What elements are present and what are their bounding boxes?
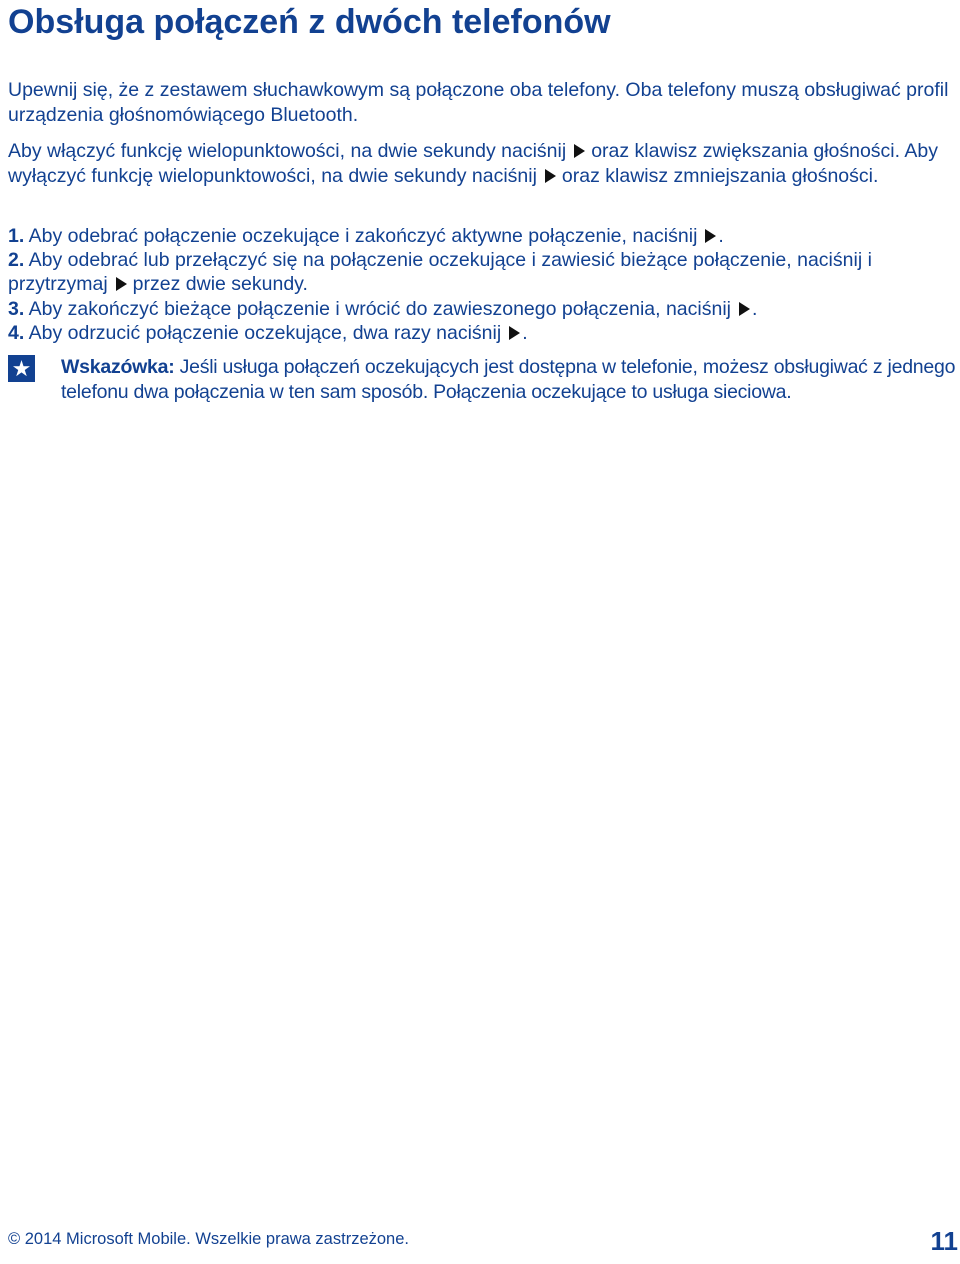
multipoint-disable-text: Aby wyłączyć funkcję wielopunktowości, na dwie sekundy naciśnij	[8, 140, 939, 187]
steps-list	[8, 224, 953, 345]
star-icon: ★	[8, 355, 35, 382]
multipoint-enable-text: Aby włączyć funkcję wielopunktowości, na dwie sekundy naciśnij	[8, 140, 567, 162]
copyright-footer: © 2014 Microsoft Mobile. Wszelkie prawa zastrzeżone.	[8, 1230, 409, 1248]
step-number: 1.	[8, 225, 25, 247]
tip-text: Jeśli usługa połączeń oczekujących jest dostępna w telefonie, możesz obsługiwać z jednego telefonu dwa połączenia w ten sam sposób. Połączenia oczekujące to usługa sieciowa.	[61, 356, 956, 403]
step-text-end: .	[522, 321, 528, 344]
call-key-icon	[705, 229, 716, 243]
call-key-icon	[509, 326, 520, 340]
step-text-end: przez dwie sekundy.	[132, 273, 308, 296]
page-number: 11	[930, 1226, 958, 1256]
step-item	[8, 248, 953, 296]
multipoint-enable-end: oraz klawisz zwiększania głośności.	[591, 140, 901, 162]
step-item	[8, 297, 953, 321]
step-text-end: .	[752, 297, 758, 320]
step-number: 4.	[8, 321, 25, 344]
call-key-icon	[739, 302, 750, 316]
step-item	[8, 321, 953, 345]
step-item	[8, 224, 953, 248]
page-title: Obsługa połączeń z dwóch telefonów	[8, 3, 611, 41]
tip-paragraph	[61, 355, 956, 404]
step-text-end: .	[718, 225, 724, 247]
multipoint-disable-end: oraz klawisz zmniejszania głośności.	[561, 164, 879, 187]
tip-label: Wskazówka:	[61, 356, 175, 378]
intro-paragraph: Upewnij się, że z zestawem słuchawkowym są połączone oba telefony. Oba telefony muszą obsługiwać profil urządzenia głośnomówiącego Bluetooth.	[8, 79, 949, 126]
step-text: Aby odebrać lub przełączyć się na połączenie oczekujące i zawiesić bieżące połączenie, naciśnij i przytrzymaj	[8, 249, 872, 296]
call-key-icon	[574, 144, 585, 158]
step-text: Aby odebrać połączenie oczekujące i zakończyć aktywne połączenie, naciśnij	[28, 225, 698, 247]
step-text: Aby odrzucić połączenie oczekujące, dwa razy naciśnij	[28, 321, 502, 344]
step-number: 3.	[8, 297, 25, 320]
step-number: 2.	[8, 249, 25, 272]
call-key-icon	[116, 277, 127, 291]
multipoint-paragraph	[8, 139, 953, 188]
call-key-icon	[545, 169, 556, 183]
step-text: Aby zakończyć bieżące połączenie i wrócić do zawieszonego połączenia, naciśnij	[28, 297, 731, 320]
